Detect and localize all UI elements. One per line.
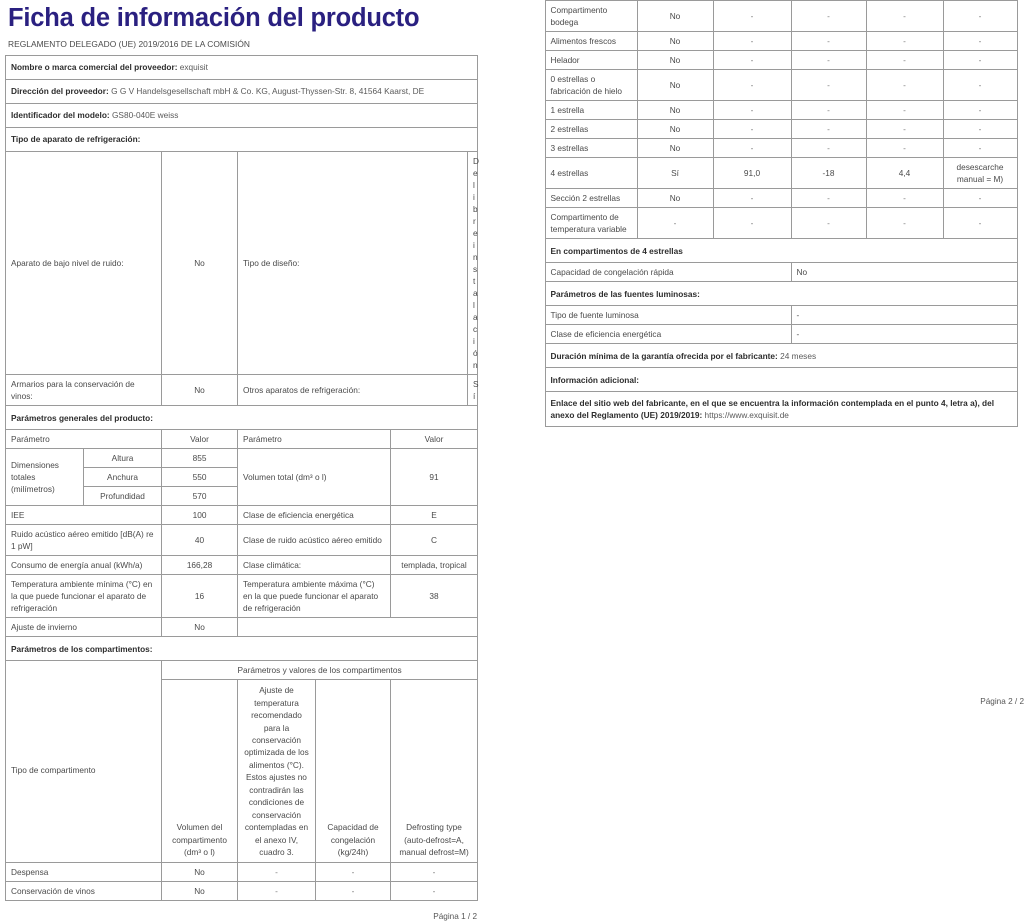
compartment-present: No [637,51,713,70]
table-row [6,127,478,151]
compartment-temp: - [791,139,866,158]
table-row [545,120,1017,139]
dimensions-label: Dimensiones totales (milímetros) [6,449,84,506]
table-row [545,70,1017,101]
page-title: Ficha de información del producto [8,5,485,32]
total-volume-value: 91 [391,449,478,506]
empty-corner [6,661,162,680]
compartments-table-page1 [5,660,478,901]
page-1-column [5,0,485,716]
compartment-type: Alimentos frescos [545,32,637,51]
iee-label: IEE [6,506,162,525]
design-type-value: De libre instalación [468,151,478,374]
table-row [6,556,478,575]
compartment-type: Compartimento bodega [545,1,637,32]
appliance-type-section-header: Tipo de aparato de refrigeración: [6,127,478,151]
total-volume-label: Volumen total (dm³ o l) [238,449,391,506]
table-row [6,406,478,430]
compartment-freeze: - [866,51,943,70]
compartment-type: Compartimento de temperatura variable [545,208,637,239]
depth-value: 570 [162,487,238,506]
compartment-freeze: - [866,208,943,239]
table-row [6,375,478,406]
height-label: Altura [84,449,162,468]
low-noise-value: No [162,151,238,374]
compartment-type: Conservación de vinos [6,882,162,901]
table-row [6,680,478,863]
four-star-section-header: En compartimentos de 4 estrellas [545,239,1017,263]
compartment-temp: - [791,189,866,208]
compartment-present: No [162,882,238,901]
climate-class-label: Clase climática: [238,556,391,575]
model-value: GS80-040E weiss [112,110,178,120]
table-row [545,1,1017,32]
address-value: G G V Handelsgesellschaft mbH & Co. KG, August-Thyssen-Str. 8, 41564 Kaarst, DE [111,86,424,96]
climate-class-value: templada, tropical [391,556,478,575]
website-label: Enlace del sitio web del fabricante, en el que se encuentra la información contemplada en el punto 4, letra a), del anexo del Reglamento (UE) 2019/2019: [551,398,995,420]
compartment-volume: - [713,1,791,32]
compartment-present: No [637,70,713,101]
warranty-row [545,344,1017,368]
compartment-volume: - [713,189,791,208]
depth-label: Profundidad [84,487,162,506]
compartment-type: 1 estrella [545,101,637,120]
compartment-freeze: - [866,32,943,51]
compartment-type: Despensa [6,863,162,882]
compartment-defrost: - [943,208,1017,239]
compartment-present: No [637,32,713,51]
min-temp-value: 16 [162,575,238,618]
model-row [6,103,478,127]
website-row [545,392,1017,427]
compartment-volume: - [713,32,791,51]
compartment-present: No [162,863,238,882]
energy-consumption-label: Consumo de energía anual (kWh/a) [6,556,162,575]
compartment-type: 3 estrellas [545,139,637,158]
compartment-volume: - [713,139,791,158]
compartment-type: 4 estrellas [545,158,637,189]
compartment-temp: - [791,1,866,32]
compartment-volume: - [713,208,791,239]
table-row [6,430,478,449]
compartment-present: No [637,189,713,208]
table-row [6,863,478,882]
max-temp-label: Temperatura ambiente máxima (°C) en la que puede funcionar el aparato de refrigeración [238,575,391,618]
compartment-type: Helador [545,51,637,70]
warranty-label: Duración mínima de la garantía ofrecida por el fabricante: [551,351,778,361]
noise-class-value: C [391,525,478,556]
compartment-present: No [637,1,713,32]
warranty-value: 24 meses [780,351,816,361]
light-efficiency-label: Clase de eficiencia energética [545,325,791,344]
col-type-header: Tipo de compartimento [6,680,162,863]
max-temp-value: 38 [391,575,478,618]
compartment-volume: - [713,120,791,139]
compartments-table-page2 [545,0,1018,427]
param-col-header-right: Parámetro [238,430,391,449]
general-params-section-header: Parámetros generales del producto: [6,406,478,430]
table-row [545,189,1017,208]
low-noise-label: Aparato de bajo nivel de ruido: [6,151,162,374]
wine-storage-value: No [162,375,238,406]
value-col-header-left: Valor [162,430,238,449]
compartment-freeze: - [866,101,943,120]
compartment-temp: - [791,32,866,51]
table-row [545,344,1017,368]
table-row [6,79,478,103]
compartment-defrost: - [943,51,1017,70]
page-2-footer: Página 2 / 2 [552,697,1024,706]
wine-storage-label: Armarios para la conservación de vinos: [6,375,162,406]
additional-info-header: Información adicional: [545,368,1017,392]
compartment-present: - [637,208,713,239]
compartment-freeze: - [391,882,478,901]
table-row [545,51,1017,70]
col-freeze-header: Capacidad de congelación (kg/24h) [316,680,391,863]
compartment-temp: - [791,208,866,239]
winter-setting-value: No [162,618,238,637]
table-row [545,282,1017,306]
compartment-type: 0 estrellas o fabricación de hielo [545,70,637,101]
brand-value: exquisit [180,62,208,72]
compartment-defrost: - [943,120,1017,139]
compartment-defrost: - [943,101,1017,120]
compartment-defrost: - [943,189,1017,208]
table-row [6,575,478,618]
table-row [545,101,1017,120]
table-row [6,449,478,468]
table-row [545,32,1017,51]
address-label: Dirección del proveedor: [11,86,109,96]
compartment-defrost: desescarche manual = M) [943,158,1017,189]
general-params-table [5,429,478,661]
light-type-label: Tipo de fuente luminosa [545,306,791,325]
brand-label: Nombre o marca comercial del proveedor: [11,62,177,72]
table-row [545,306,1017,325]
model-label: Identificador del modelo: [11,110,110,120]
table-row [6,637,478,661]
energy-consumption-value: 166,28 [162,556,238,575]
compartment-present: No [637,120,713,139]
compartments-section-header: Parámetros de los compartimentos: [6,637,478,661]
energy-class-label: Clase de eficiencia energética [238,506,391,525]
width-label: Anchura [84,468,162,487]
compartment-temp: - [316,863,391,882]
table-row [545,263,1017,282]
table-row [6,618,478,637]
light-efficiency-value: - [791,325,1017,344]
table-row [6,103,478,127]
compartment-temp: - [316,882,391,901]
compartment-volume: - [713,101,791,120]
page-2-column [545,0,1024,716]
light-sources-section-header: Parámetros de las fuentes luminosas: [545,282,1017,306]
height-value: 855 [162,449,238,468]
min-temp-label: Temperatura ambiente mínima (°C) en la que puede funcionar el aparato de refrigeración [6,575,162,618]
compartment-freeze: - [391,863,478,882]
page-1-footer: Página 1 / 2 [5,912,477,921]
table-row [545,325,1017,344]
table-row [6,525,478,556]
other-appliances-value: Sí [468,375,478,406]
compartment-temp: - [791,120,866,139]
table-row [545,139,1017,158]
table-row [6,661,478,680]
compartment-temp: - [791,51,866,70]
compartment-freeze: - [866,139,943,158]
table-row [6,506,478,525]
compartment-defrost: - [943,70,1017,101]
address-row [6,79,478,103]
compartment-temp: - [791,101,866,120]
design-type-label: Tipo de diseño: [238,151,468,374]
other-appliances-label: Otros aparatos de refrigeración: [238,375,468,406]
compartment-present: No [637,101,713,120]
table-row [6,882,478,901]
compartment-volume: - [238,863,316,882]
compartment-freeze: 4,4 [866,158,943,189]
value-col-header-right: Valor [391,430,478,449]
compartment-freeze: - [866,70,943,101]
compartment-temp: -18 [791,158,866,189]
empty-cell [238,618,478,637]
compartment-freeze: - [866,1,943,32]
fast-freeze-value: No [791,263,1017,282]
compartment-volume: 91,0 [713,158,791,189]
compartment-temp: - [791,70,866,101]
brand-row [6,55,478,79]
table-row [6,151,478,374]
compartment-defrost: - [943,1,1017,32]
compartment-volume: - [238,882,316,901]
compartment-present: Sí [637,158,713,189]
fast-freeze-label: Capacidad de congelación rápida [545,263,791,282]
iee-value: 100 [162,506,238,525]
compartment-volume: - [713,51,791,70]
param-col-header-left: Parámetro [6,430,162,449]
compartment-present: No [637,139,713,158]
winter-setting-label: Ajuste de invierno [6,618,162,637]
table-row [545,208,1017,239]
col-defrost-header: Defrosting type (auto-defrost=A, manual defrost=M) [391,680,478,863]
col-temp-header: Ajuste de temperatura recomendado para la conservación optimizada de los alimentos (°C). Estos ajustes no contradirán las condiciones de conservación contempladas en el anexo IV, cuadro 3. [238,680,316,863]
noise-label: Ruido acústico aéreo emitido [dB(A) re 1 pW] [6,525,162,556]
compartments-group-header: Parámetros y valores de los compartimentos [162,661,478,680]
energy-class-value: E [391,506,478,525]
light-type-value: - [791,306,1017,325]
compartment-volume: - [713,70,791,101]
table-row [545,158,1017,189]
compartment-defrost: - [943,32,1017,51]
table-row [545,368,1017,392]
supplier-table [5,55,478,430]
noise-class-label: Clase de ruido acústico aéreo emitido [238,525,391,556]
compartment-freeze: - [866,120,943,139]
width-value: 550 [162,468,238,487]
noise-value: 40 [162,525,238,556]
col-volume-header: Volumen del compartimento (dm³ o l) [162,680,238,863]
website-url[interactable]: https://www.exquisit.de [705,410,789,420]
compartment-type: Sección 2 estrellas [545,189,637,208]
compartment-defrost: - [943,139,1017,158]
compartment-freeze: - [866,189,943,208]
table-row [6,55,478,79]
compartment-type: 2 estrellas [545,120,637,139]
regulation-subtitle: REGLAMENTO DELEGADO (UE) 2019/2016 DE LA COMISIÓN [8,39,485,49]
table-row [545,392,1017,427]
table-row [545,239,1017,263]
